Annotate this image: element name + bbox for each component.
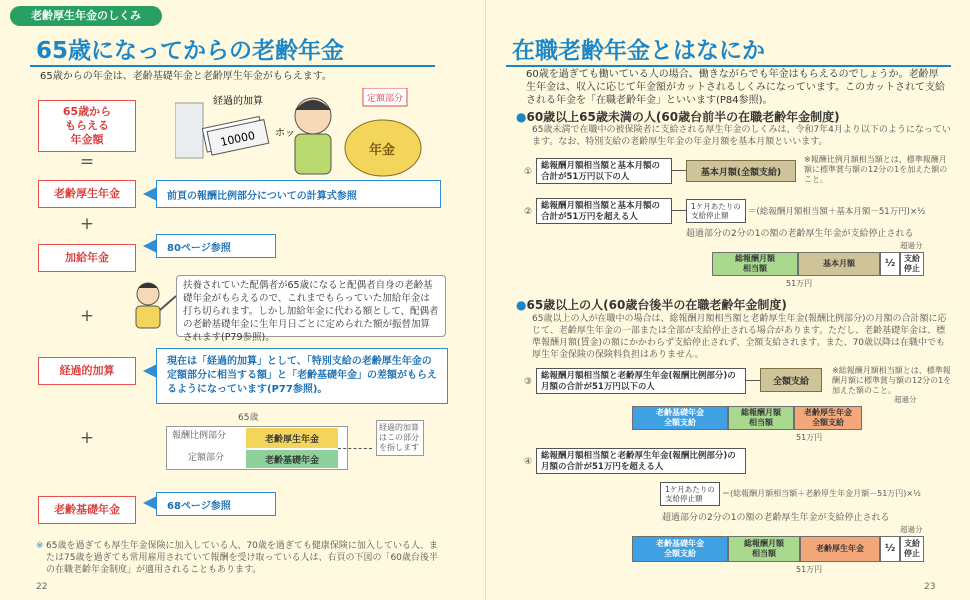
item-kakyu-label: 加給年金 xyxy=(38,244,136,272)
bar4-kiso: 老齢基礎年金 全額支給 xyxy=(632,536,728,562)
case1-condition: 総報酬月額相当額と基本月額の合計が51万円以下の人 xyxy=(536,158,672,184)
case1-result: 基本月額(全額支給) xyxy=(686,160,796,182)
item-kosei-label: 老齢厚生年金 xyxy=(38,180,136,208)
bar1-axis: 51万円 xyxy=(786,279,813,288)
bar3-kiso: 老齢基礎年金 全額支給 xyxy=(632,406,728,430)
equals-sign: = xyxy=(79,152,95,172)
case3-condition: 総報酬月額相当額と老齢厚生年金(報酬比例部分)の月額の合計が51万円以下の人 xyxy=(536,368,746,394)
section1-text: 65歳未満で在職中の被保険者に支給される厚生年金のしくみは、令和7年4月より以下のようになっています。なお、特別支給の老齢厚生年金の年金月額を基本月額といいます。 xyxy=(532,125,951,147)
bar4-axis: 51万円 xyxy=(796,565,823,574)
kakyu-explanation: 扶養されていた配偶者が65歳になると配偶者自身の老齢基礎年金がもらえるので、これまでもらっていた加給年金は打ち切られます。しかし加給年金に代わる額として、配偶者の老齢基礎年金に生年月日ごとに定められた額が振替加算されます(P79参照)。 xyxy=(176,275,446,337)
intro-text: 65歳からの年金は、老齢基礎年金と老齢厚生年金がもらえます。 xyxy=(40,71,332,82)
item-kiso-ref: 68ページ参照 xyxy=(156,492,276,516)
bar4-stop: 支給 停止 xyxy=(900,536,924,562)
case3-result: 全額支給 xyxy=(760,368,822,392)
case2-num: ② xyxy=(524,207,533,217)
pointer-arrow xyxy=(143,364,157,378)
section1-heading xyxy=(516,108,840,125)
mini-bar-kiso: 老齢基礎年金 xyxy=(246,450,338,468)
case3-note: ※総報酬月額相当額とは、標準報酬月額に標準賞与額の12分の1を加えた額のこと。 xyxy=(832,366,952,395)
page-number: 23 xyxy=(924,582,936,592)
bar3-axis: 51万円 xyxy=(796,433,823,442)
bar1-sohoshu: 総報酬月額 相当額 xyxy=(712,252,798,276)
plus-sign: + xyxy=(79,428,95,448)
section2-heading-text: 65歳以上の人(60歳台後半の在職老齢年金制度) xyxy=(526,298,787,312)
bar3-kosei: 老齢厚生年金 全額支給 xyxy=(794,406,862,430)
bar4-sohoshu: 総報酬月額 相当額 xyxy=(728,536,800,562)
pension-illustration xyxy=(175,88,455,178)
hotto-text: ホッ xyxy=(275,128,295,139)
teacher-icon xyxy=(126,278,178,330)
plus-sign: + xyxy=(79,306,95,326)
item-kakyu-ref: 80ページ参照 xyxy=(156,234,276,258)
bill-text: 10000 xyxy=(219,128,257,149)
intro-text: 60歳を過ぎても働いている人の場合、働きながらでも年金はもらえるのでしょうか。老齢厚生年金は、収入に応じて年金額がカットされるしくみになっています。このカットされて支給される年金を「在職老齢年金」といいます(P84参照)。 xyxy=(526,69,945,106)
pointer-arrow xyxy=(143,187,157,201)
page-title: 在職老齢年金とはなにか xyxy=(506,32,951,67)
item-keikateki-ref: 現在は「経過的加算」として、「特別支給の老齢厚生年金の定額部分に相当する額」と「老齢基礎年金」の差額がもらえるようになっています(P77参照)。 xyxy=(156,348,448,404)
nenkin-text: 年金 xyxy=(369,143,396,158)
item-keikateki-label: 経過的加算 xyxy=(38,357,136,385)
footnote: 65歳を過ぎても厚生年金保険に加入している人、70歳を過ぎても健康保険に加入している人、または75歳を過ぎても常用雇用されていて報酬を受け取っている人は、右頁の下図の「60歳台後半の在職老齢年金制度」が適用されることもあります。 xyxy=(46,541,438,575)
case4-condition: 総報酬月額相当額と老齢厚生年金(報酬比例部分)の月額の合計が51万円を超える人 xyxy=(536,448,746,474)
case2-desc: 超過部分の2分の1の額の老齢厚生年金が支給停止される xyxy=(686,229,914,239)
case2-formula: ＝(総報酬月額相当額＋基本月額－51万円)×½ xyxy=(748,207,926,217)
section-tag: 老齢厚生年金のしくみ xyxy=(10,6,162,26)
case4-formula: ＝(総報酬月額相当額＋老齢厚生年金月額－51万円)×½ xyxy=(722,489,921,498)
bar1-over-label: 超過分 xyxy=(900,241,923,250)
bar4-kosei: 老齢厚生年金 xyxy=(800,536,880,562)
mini-row2: 定額部分 xyxy=(188,453,225,463)
case4-num: ④ xyxy=(524,457,533,467)
bar1-kihon: 基本月額 xyxy=(798,252,880,276)
bullet-dot: ● xyxy=(516,110,527,124)
case3-num: ③ xyxy=(524,377,533,387)
age65-box: 65歳から もらえる 年金額 xyxy=(38,100,136,152)
item-kiso-label: 老齢基礎年金 xyxy=(38,496,136,524)
case2-condition: 総報酬月額相当額と基本月額の合計が51万円を超える人 xyxy=(536,198,672,224)
case2-label: 1ケ月あたりの支給停止額 xyxy=(686,199,746,223)
mini-side-note: 経過的加算はこの部分を指します xyxy=(376,420,424,456)
footnote-mark: ※ xyxy=(36,541,44,551)
keikateki-mini-diagram xyxy=(166,412,446,472)
bar4-half: ½ xyxy=(880,536,900,562)
right-page xyxy=(485,0,970,600)
page-number: 22 xyxy=(36,582,48,592)
teigaku-label: 定額部分 xyxy=(367,94,404,104)
plus-sign: + xyxy=(79,214,95,234)
bar3-over-label: 超過分 xyxy=(894,395,917,404)
case4-desc: 超過部分の2分の1の額の老齢厚生年金が支給停止される xyxy=(662,513,890,523)
bar1-stop: 支給 停止 xyxy=(900,252,924,276)
section2-text: 65歳以上の人が在職中の場合は、総報酬月額相当額と老齢厚生年金(報酬比例部分)の月額の合計額に応じて、老齢厚生年金の一部または全部が支給停止される場合があります。ただし、老齢基礎年金は、標準報酬月額(賃金)の額にかかわらず支給停止されず、全額支給されます。また、70歳以降は在職中でも厚生年金保険の保険料負担はありません。 xyxy=(532,314,947,360)
case1-num: ① xyxy=(524,167,533,177)
section2-heading xyxy=(516,296,787,313)
bullet-dot: ● xyxy=(516,298,527,312)
mini-bar-kosei: 老齢厚生年金 xyxy=(246,428,338,448)
item-kosei-ref: 前頁の報酬比例部分についての計算式参照 xyxy=(156,180,441,208)
section1-heading-text: 60歳以上65歳未満の人(60歳台前半の在職老齢年金制度) xyxy=(526,110,840,124)
page-title: 65歳になってからの老齢年金 xyxy=(30,32,435,67)
mini-row1: 報酬比例部分 xyxy=(172,431,227,441)
case1-note: ※報酬比例月額相当額とは、標準報酬月額に標準賞与額の12分の1を加えた額のこと。 xyxy=(804,155,948,184)
pointer-arrow xyxy=(143,239,157,253)
keikateki-callout: 経過的加算 xyxy=(213,96,263,107)
pointer-arrow xyxy=(143,496,157,510)
bar1-half: ½ xyxy=(880,252,900,276)
mini-age: 65歳 xyxy=(238,413,259,423)
case4-label: 1ケ月あたりの支給停止額 xyxy=(660,482,720,506)
bar3-sohoshu: 総報酬月額 相当額 xyxy=(728,406,794,430)
bar4-over-label: 超過分 xyxy=(900,525,923,534)
